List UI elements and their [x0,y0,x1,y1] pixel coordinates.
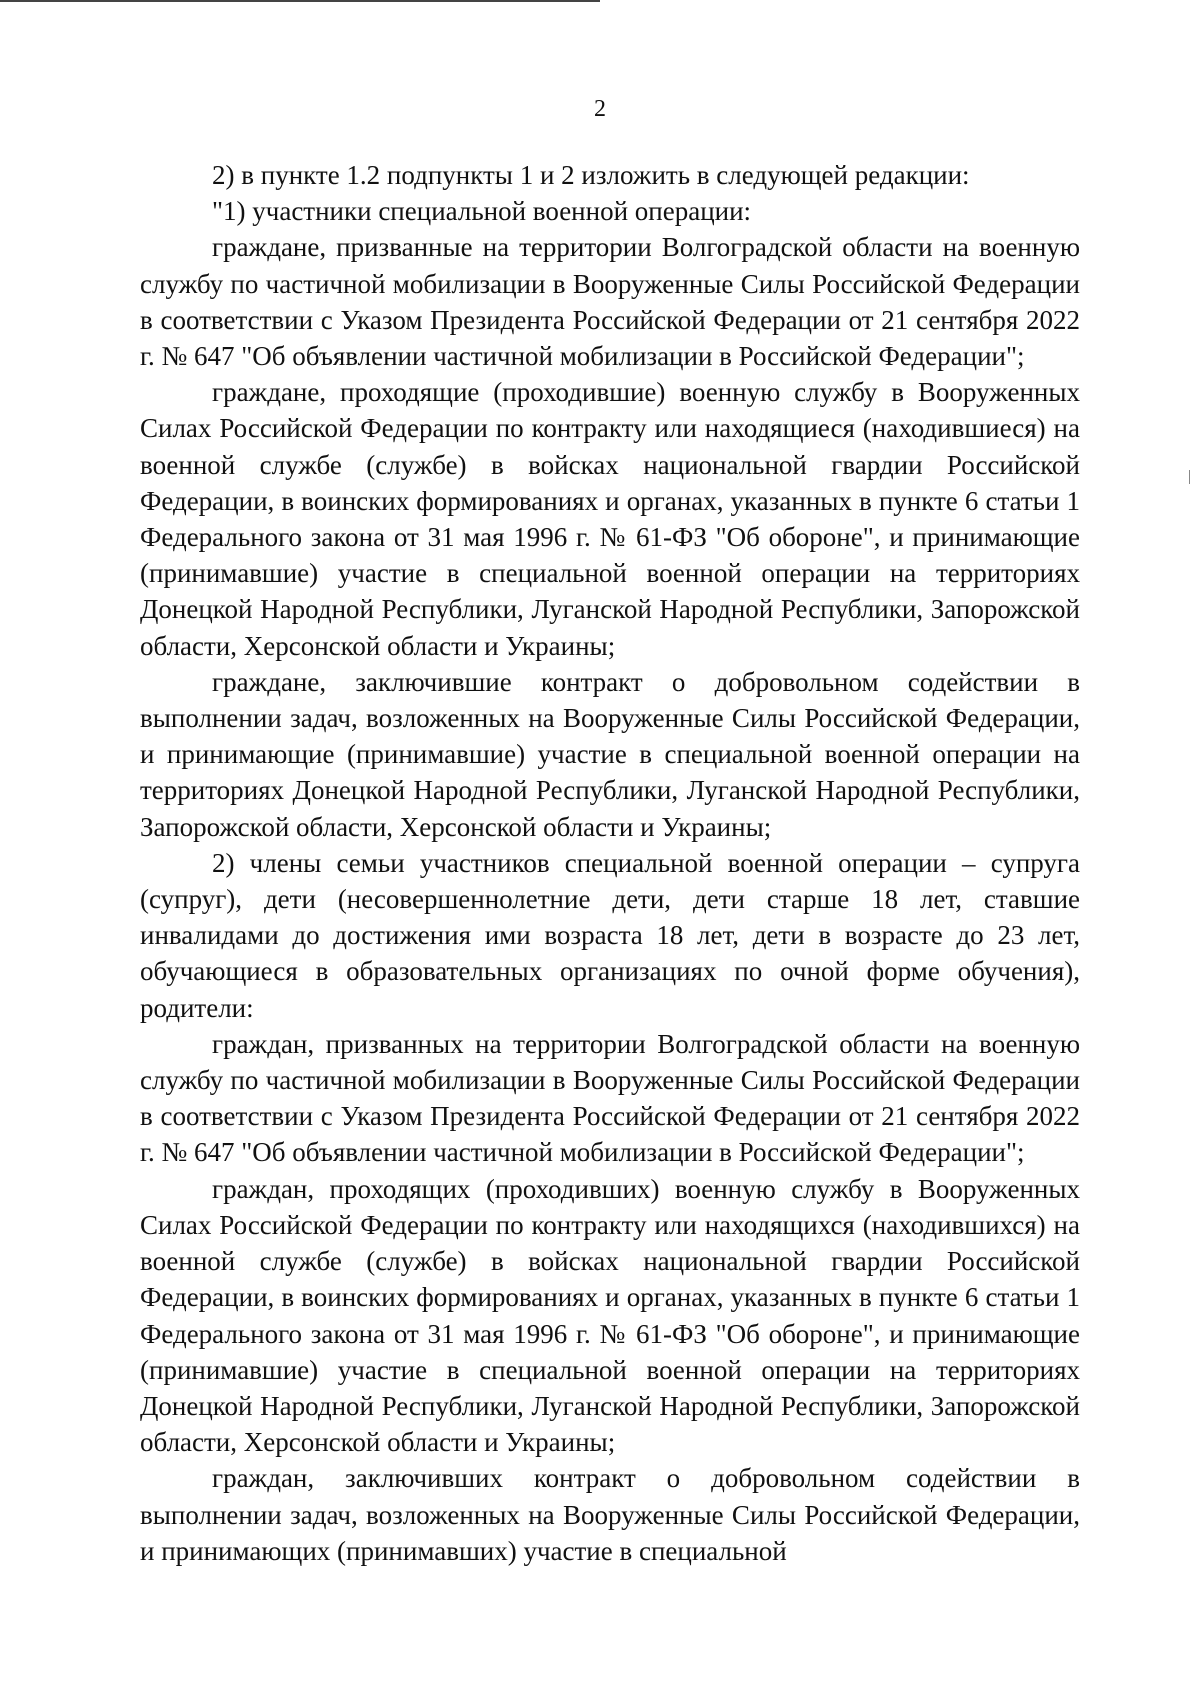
paragraph-family-contract: граждан, проходящих (проходивших) военную службу в Вооруженных Силах Российской Федерации по контракту или находящихся (находившихся) на военной службе (службе) в войсках национальной гвардии Российской Федерации, в воинских формированиях и органах, указанных в пункте 6 статьи 1 Федерального закона от 31 мая 1996 г. № 61-ФЗ "Об обороне", и принимающие (принимавшие) участие в специальной военной операции на территориях Донецкой Народной Республики, Луганской Народной Республики, Запорожской области, Херсонской области и Украины; [140,1173,1080,1458]
paragraph-subitem-2-family: 2) члены семьи участников специальной военной операции – супруга (супруг), дети (несовершеннолетние дети, дети старше 18 лет, ставшие инвалидами до достижения ими возраста 18 лет, дети в возрасте до 23 лет, обучающиеся в образовательных организациях по очной форме обучения), родители: [140,847,1080,1023]
scan-top-edge [0,0,600,2]
paragraph-family-volunteers: граждан, заключивших контракт о добровольном содействии в выполнении задач, возложенных на Вооруженные Силы Российской Федерации, и принимающих (принимавших) участие в специальной [140,1463,1080,1566]
scan-artifact [1189,470,1190,484]
document-body [140,157,1080,1569]
paragraph-subitem-1: "1) участники специальной военной операции: [212,196,752,227]
page-number: 2 [594,96,606,122]
paragraph-contract-servicemen: граждане, проходящие (проходившие) военную службу в Вооруженных Силах Российской Федерации по контракту или находящиеся (находившиеся) на военной службе (службе) в войсках национальной гвардии Российской Федерации, в воинских формированиях и органах, указанных в пункте 6 статьи 1 Федерального закона от 31 мая 1996 г. № 61-ФЗ "Об обороне", и принимающие (принимавшие) участие в специальной военной операции на территориях Донецкой Народной Республики, Луганской Народной Республики, Запорожской области, Херсонской области и Украины; [140,377,1080,661]
paragraph-family-mobilized: граждан, призванных на территории Волгоградской области на военную службу по частичной мобилизации в Вооруженные Силы Российской Федерации в соответствии с Указом Президента Российской Федерации от 21 сентября 2022 г. № 647 "Об объявлении частичной мобилизации в Российской Федерации"; [140,1028,1080,1168]
paragraph-amendment-intro: 2) в пункте 1.2 подпункты 1 и 2 изложить в следующей редакции: [212,160,970,190]
paragraph-mobilized-citizens: граждане, призванные на территории Волгоградской области на военную службу по частичной мобилизации в Вооруженные Силы Российской Федерации в соответствии с Указом Президента Российской Федерации от 21 сентября 2022 г. № 647 "Об объявлении частичной мобилизации в Российской Федерации"; [140,232,1080,372]
paragraph-volunteers: граждане, заключившие контракт о добровольном содействии в выполнении задач, возложенных на Вооруженные Силы Российской Федерации, и принимающие (принимавшие) участие в специальной военной операции на территориях Донецкой Народной Республики, Луганской Народной Республики, Запорожской области, Херсонской области и Украины; [140,666,1080,842]
